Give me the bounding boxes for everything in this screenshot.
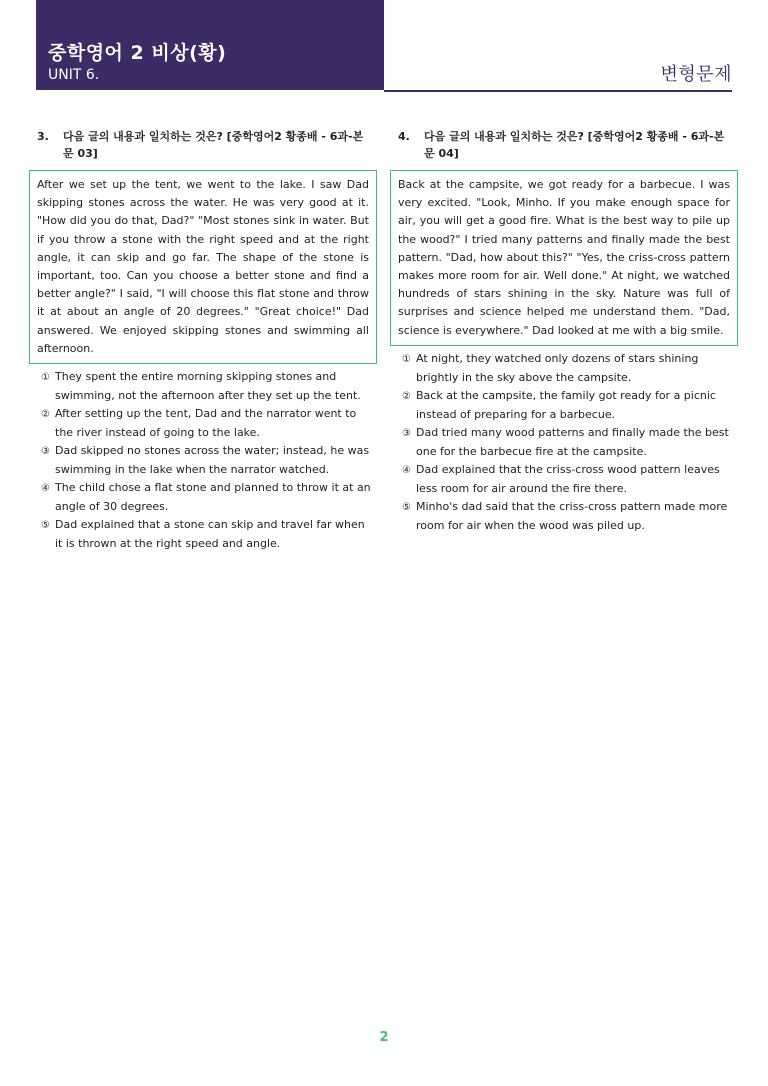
option-text: Dad tried many wood patterns and finally made the best one for the barbecue fire at the campsite. [416,425,729,458]
page-number: 2 [379,1030,389,1045]
option-text: Dad skipped no stones across the water; instead, he was swimming in the lake when the narrator watched. [55,444,370,477]
option-text: They spent the entire morning skipping stones and swimming, not the afternoon after they set up the tent. [55,370,361,403]
option-text: Minho's dad said that the criss-cross pattern made more room for air when the wood was piled up. [416,499,728,532]
option-marker: ④ [41,483,50,495]
question-heading [29,128,377,162]
option-text: After setting up the tent, Dad and the narrator went to the river instead of going to the lake. [55,407,357,440]
option-2[interactable] [398,387,734,424]
header-unit: UNIT 6. [48,67,100,83]
question-number: 3. [37,130,49,143]
question-4 [390,128,738,535]
option-marker: ① [402,353,411,365]
option-marker: ④ [402,464,411,476]
answer-options [390,350,738,535]
option-marker: ③ [41,446,50,458]
question-prompt: 다음 글의 내용과 일치하는 것은? [중학영어2 황종배 - 6과-본문 03] [63,130,364,160]
option-marker: ③ [402,427,411,439]
option-text: Dad explained that a stone can skip and travel far when it is thrown at the right speed and angle. [55,518,365,551]
option-5[interactable] [398,498,734,535]
option-4[interactable] [398,461,734,498]
option-3[interactable] [37,442,373,479]
option-marker: ② [402,390,411,402]
question-heading [390,128,738,162]
header-right-label: 변형문제 [660,64,732,85]
option-text: At night, they watched only dozens of stars shining brightly in the sky above the campsite. [416,351,699,384]
passage-box: After we set up the tent, we went to the lake. I saw Dad skipping stones across the water. He was very good at it. "How did you do that, Dad?" "Most stones sink in water. But if you throw a stone with the right speed and at the right angle, it can skip and go far. The shape of the stone is important, too. Can you choose a better stone and find a better angle?" I said, "I will choose this flat stone and throw it at about an angle of 20 degrees." "Great choice!" Dad answered. We enjoyed skipping stones and swimming all afternoon. [29,170,377,364]
question-prompt: 다음 글의 내용과 일치하는 것은? [중학영어2 황종배 - 6과-본문 04] [424,130,725,160]
option-marker: ② [41,409,50,421]
option-1[interactable] [398,350,734,387]
option-2[interactable] [37,405,373,442]
header-banner [36,0,384,90]
option-text: Dad explained that the criss-cross wood pattern leaves less room for air around the fire there. [416,462,720,495]
header-title: 중학영어 2 비상(황) [48,42,227,64]
question-number: 4. [398,130,410,143]
header-divider [384,90,732,92]
option-marker: ① [41,372,50,384]
option-3[interactable] [398,424,734,461]
option-1[interactable] [37,368,373,405]
option-text: Back at the campsite, the family got ready for a picnic instead of preparing for a barbecue. [416,388,716,421]
option-4[interactable] [37,479,373,516]
question-3 [29,128,377,553]
option-marker: ⑤ [41,520,50,532]
option-5[interactable] [37,516,373,553]
passage-box: Back at the campsite, we got ready for a barbecue. I was very excited. "Look, Minho. If you make enough space for air, you will get a good fire. What is the best way to pile up the wood?" I tried many patterns and finally made the best pattern. "Dad, how about this?" "Yes, the criss-cross pattern makes more room for air. Well done." At night, we watched hundreds of stars shining in the sky. Nature was full of surprises and science helped me understand them. "Dad, science is everywhere." Dad looked at me with a big smile. [390,170,738,346]
option-marker: ⑤ [402,501,411,513]
answer-options [29,368,377,553]
option-text: The child chose a flat stone and planned to throw it at an angle of 30 degrees. [55,481,371,514]
